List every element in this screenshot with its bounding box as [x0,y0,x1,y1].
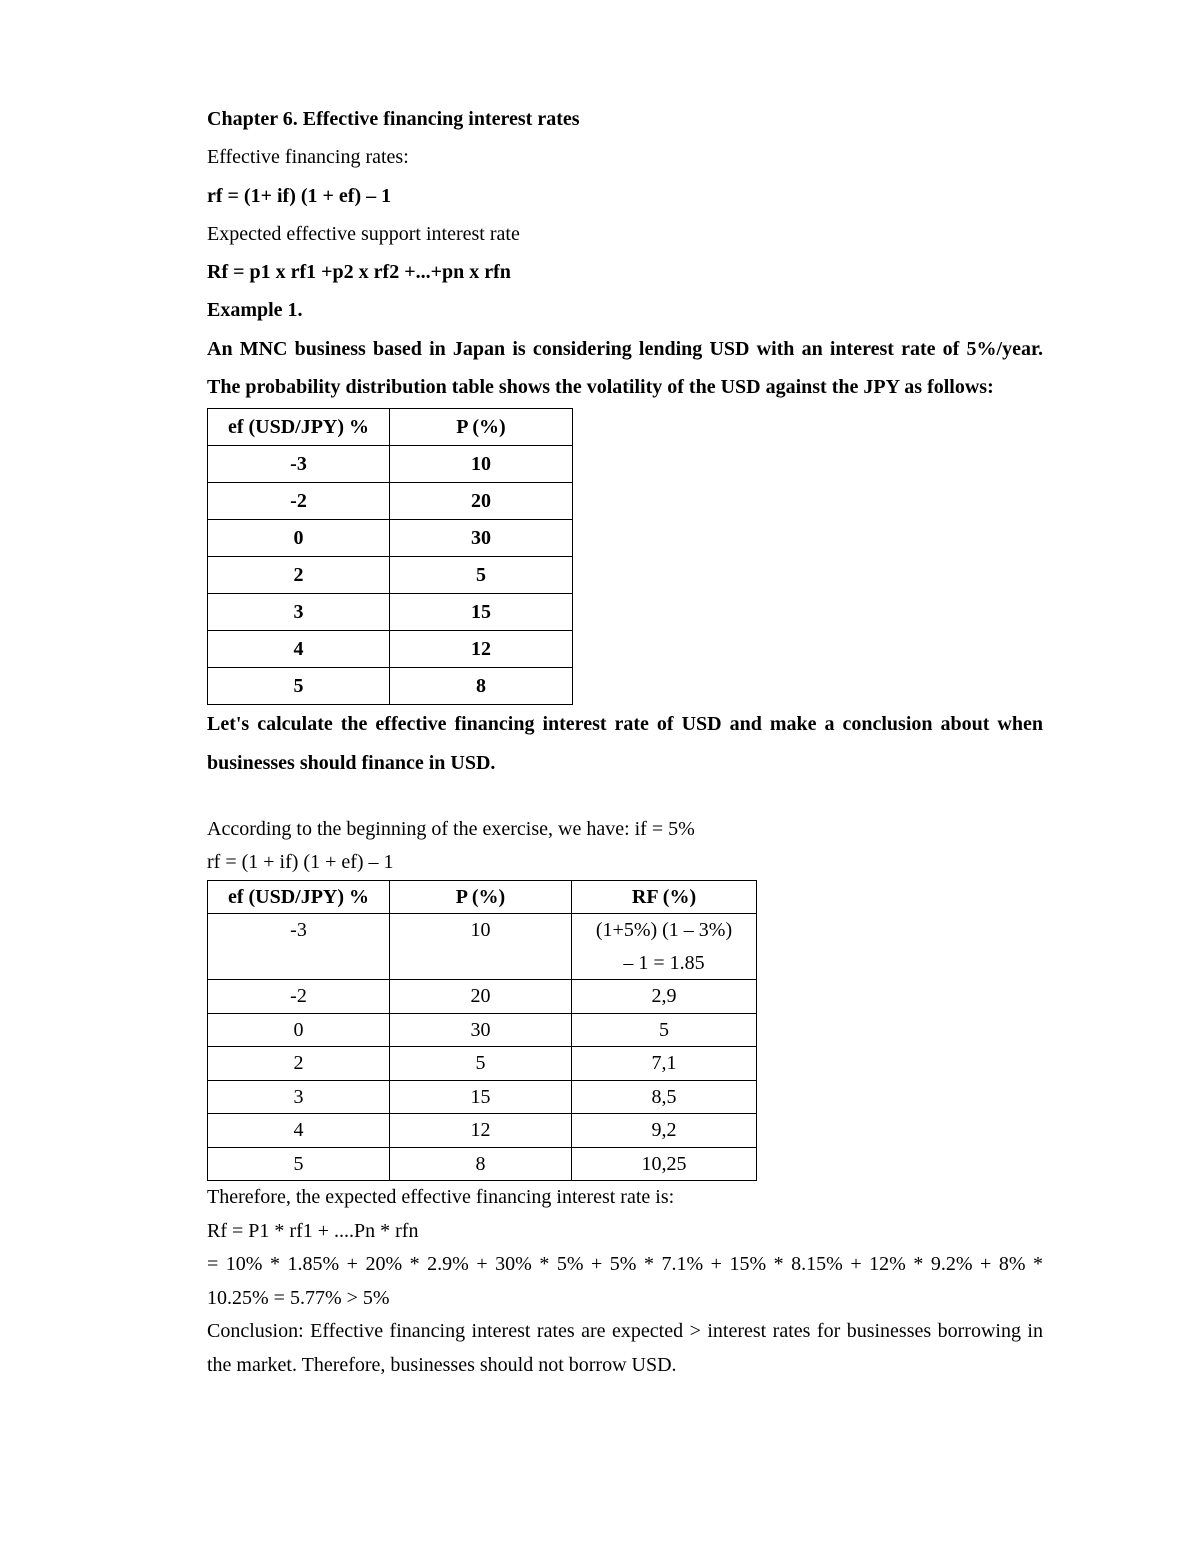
table-cell: 4 [208,631,390,668]
table-cell: 4 [208,1114,390,1148]
solution-formula: rf = (1 + if) (1 + ef) – 1 [207,851,394,874]
formula-Rf: Rf = p1 x rf1 +p2 x rf2 +...+pn x rfn [207,261,511,284]
example-title: Example 1. [207,299,303,322]
table-row [208,1147,757,1181]
expected-label: Expected effective support interest rate [207,222,520,245]
rf-formula-result: – 1 = 1.85 [623,951,705,974]
table-cell: 2 [208,557,390,594]
table-cell: 5 [572,1013,757,1047]
rf-table [207,880,757,1182]
table-cell: 0 [208,520,390,557]
table-cell: 5 [208,1147,390,1181]
table-row [208,668,573,705]
table-cell: 30 [390,1013,572,1047]
result-formula: Rf = P1 * rf1 + ....Pn * rfn [207,1219,419,1242]
table-header-cell: ef (USD/JPY) % [208,880,390,914]
table-cell: 15 [390,594,573,631]
table-cell: 3 [208,1080,390,1114]
table-cell: 3 [208,594,390,631]
table-header-cell: RF (%) [572,880,757,914]
example-text: An MNC business based in Japan is considering lending USD with an interest rate of 5%/year. The probability distribution table shows the volatility of the USD against the JPY as follows: [207,337,1043,399]
table-row [208,1047,757,1081]
document-page [207,100,1043,1382]
rates-label: Effective financing rates: [207,146,409,169]
table-cell: 30 [390,520,573,557]
distribution-table [207,408,573,705]
table-cell: 10 [390,446,573,483]
table-header-row [208,409,573,446]
table-cell [572,914,757,980]
table-cell: 9,2 [572,1114,757,1148]
table-cell: 10,25 [572,1147,757,1181]
table-row [208,914,757,980]
spacer [207,782,1043,813]
table-header-cell: P (%) [390,880,572,914]
therefore-line: Therefore, the expected effective financing interest rate is: [207,1186,675,1209]
table-row [208,557,573,594]
table-cell: 5 [208,668,390,705]
table-header-row [208,880,757,914]
table-header-cell: ef (USD/JPY) % [208,409,390,446]
table-cell: 0 [208,1013,390,1047]
table-row [208,1080,757,1114]
result-calc: = 10% * 1.85% + 20% * 2.9% + 30% * 5% + 5% * 7.1% + 15% * 8.15% + 12% * 9.2% + 8% * 10.25% = 5.77% > 5% [207,1253,1043,1309]
table-row [208,631,573,668]
formula-rf: rf = (1+ if) (1 + ef) – 1 [207,184,392,207]
table-row [208,520,573,557]
conclusion-text: Conclusion: Effective financing interest rates are expected > interest rates for businesses borrowing in the market. Therefore, businesses should not borrow USD. [207,1320,1043,1376]
table-row [208,483,573,520]
table-row [208,594,573,631]
table-cell: -2 [208,483,390,520]
table-cell: 12 [390,631,573,668]
table-cell: -3 [208,446,390,483]
table-cell: 8,5 [572,1080,757,1114]
table-cell: 7,1 [572,1047,757,1081]
table-cell: 20 [390,483,573,520]
chapter-title: Chapter 6. Effective financing interest rates [207,108,580,130]
table-cell: 2,9 [572,980,757,1014]
table-cell: 20 [390,980,572,1014]
table-cell: 10 [390,914,572,980]
table-cell: 5 [390,557,573,594]
table-row [208,446,573,483]
table-cell: 5 [390,1047,572,1081]
table-cell: 8 [390,1147,572,1181]
table-cell: 12 [390,1114,572,1148]
solution-intro: According to the beginning of the exercise, we have: if = 5% [207,817,695,840]
table-cell: -3 [208,914,390,980]
table-row [208,980,757,1014]
task-text: Let's calculate the effective financing interest rate of USD and make a conclusion about when businesses should finance in USD. [207,713,1043,774]
table-cell: -2 [208,980,390,1014]
table-cell: 2 [208,1047,390,1081]
table-cell: 8 [390,668,573,705]
table-row [208,1114,757,1148]
table-row [208,1013,757,1047]
rf-formula-line: (1+5%) (1 – 3%) [595,919,733,942]
table-cell: 15 [390,1080,572,1114]
table-header-cell: P (%) [390,409,573,446]
